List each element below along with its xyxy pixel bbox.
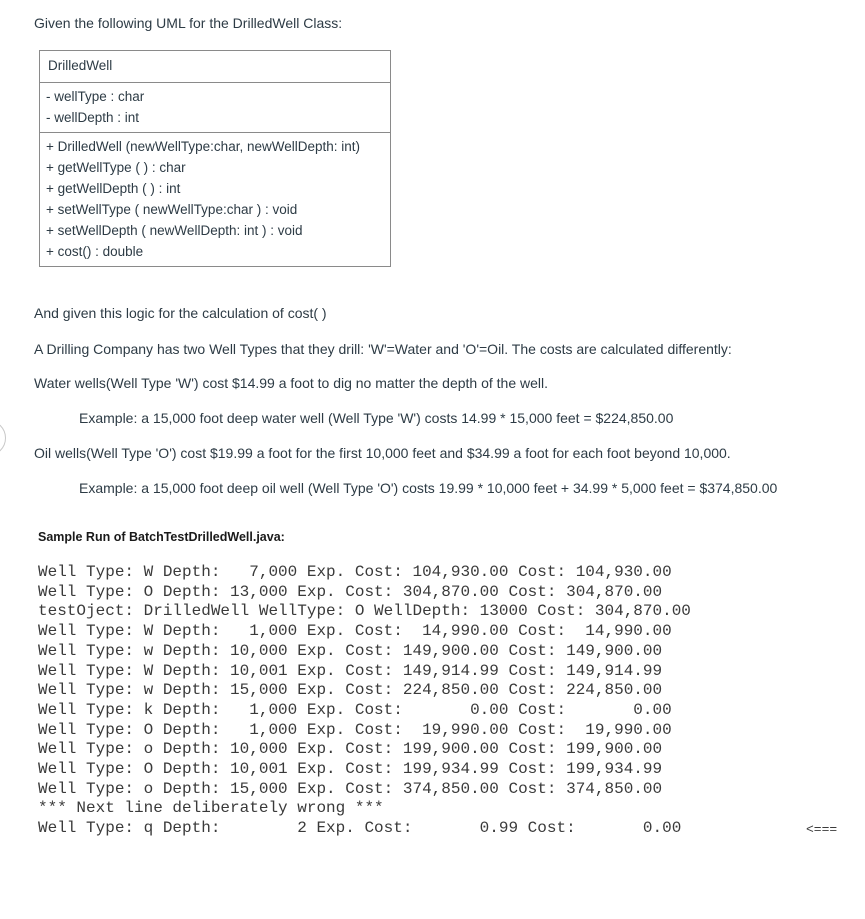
output-wrong-line: Well Type: q Depth: 2 Exp. Cost: 0.99 Cost: 0.00	[38, 819, 682, 838]
logic-water: Water wells(Well Type 'W') cost $14.99 a foot to dig no matter the depth of the well.	[34, 375, 549, 391]
uml-method: + setWellType ( newWellType:char ) : void	[46, 202, 298, 217]
output-warning-line: *** Next line deliberately wrong ***	[38, 799, 384, 818]
uml-attribute: - wellType : char	[46, 89, 145, 104]
uml-class-name: DrilledWell	[48, 58, 113, 73]
uml-class-diagram	[39, 50, 391, 267]
intro-text: Given the following UML for the DrilledWell Class:	[34, 15, 343, 31]
logic-oil: Oil wells(Well Type 'O') cost $19.99 a foot for the first 10,000 feet and $34.99 a foot for each foot beyond 10,000.	[34, 445, 731, 461]
output-line: Well Type: W Depth: 10,001 Exp. Cost: 149,914.99 Cost: 149,914.99	[38, 661, 663, 680]
logic-water-example: Example: a 15,000 foot deep water well (Well Type 'W') costs 14.99 * 15,000 feet = $224,850.00	[79, 410, 674, 426]
uml-method: + cost() : double	[46, 244, 144, 259]
output-line: Well Type: o Depth: 15,000 Exp. Cost: 374,850.00 Cost: 374,850.00	[38, 779, 663, 798]
logic-company: A Drilling Company has two Well Types that they drill: 'W'=Water and 'O'=Oil. The costs are calculated differently:	[34, 341, 732, 357]
output-line: Well Type: O Depth: 13,000 Exp. Cost: 304,870.00 Cost: 304,870.00	[38, 582, 663, 601]
uml-class-name-section	[40, 51, 390, 82]
output-line: Well Type: O Depth: 10,001 Exp. Cost: 199,934.99 Cost: 199,934.99	[38, 760, 663, 779]
wrong-line-marker: <===	[806, 822, 838, 837]
uml-attributes-section	[40, 82, 390, 132]
uml-methods-section	[40, 132, 390, 266]
edge-decoration	[0, 420, 6, 456]
output-line: Well Type: w Depth: 15,000 Exp. Cost: 224,850.00 Cost: 224,850.00	[38, 681, 663, 700]
output-line: Well Type: O Depth: 1,000 Exp. Cost: 19,990.00 Cost: 19,990.00	[38, 720, 672, 739]
uml-method: + DrilledWell (newWellType:char, newWellDepth: int)	[46, 139, 361, 154]
sample-run-title: Sample Run of BatchTestDrilledWell.java:	[38, 530, 285, 544]
uml-method: + getWellDepth ( ) : int	[46, 181, 181, 196]
logic-heading: And given this logic for the calculation of cost( )	[34, 305, 327, 321]
output-line: testOject: DrilledWell WellType: O WellDepth: 13000 Cost: 304,870.00	[38, 602, 691, 621]
output-line: Well Type: W Depth: 1,000 Exp. Cost: 14,990.00 Cost: 14,990.00	[38, 622, 672, 641]
output-line: Well Type: o Depth: 10,000 Exp. Cost: 199,900.00 Cost: 199,900.00	[38, 740, 663, 759]
output-line: Well Type: w Depth: 10,000 Exp. Cost: 149,900.00 Cost: 149,900.00	[38, 641, 663, 660]
uml-method: + setWellDepth ( newWellDepth: int ) : void	[46, 223, 303, 238]
uml-method: + getWellType ( ) : char	[46, 160, 186, 175]
output-line: Well Type: W Depth: 7,000 Exp. Cost: 104,930.00 Cost: 104,930.00	[38, 563, 672, 581]
logic-oil-example: Example: a 15,000 foot deep oil well (Well Type 'O') costs 19.99 * 10,000 feet + 34.99 * 5,000 feet = $374,850.00	[79, 480, 778, 496]
uml-attribute: - wellDepth : int	[46, 110, 140, 125]
output-line: Well Type: k Depth: 1,000 Exp. Cost: 0.00 Cost: 0.00	[38, 700, 672, 719]
sample-output	[38, 563, 691, 839]
